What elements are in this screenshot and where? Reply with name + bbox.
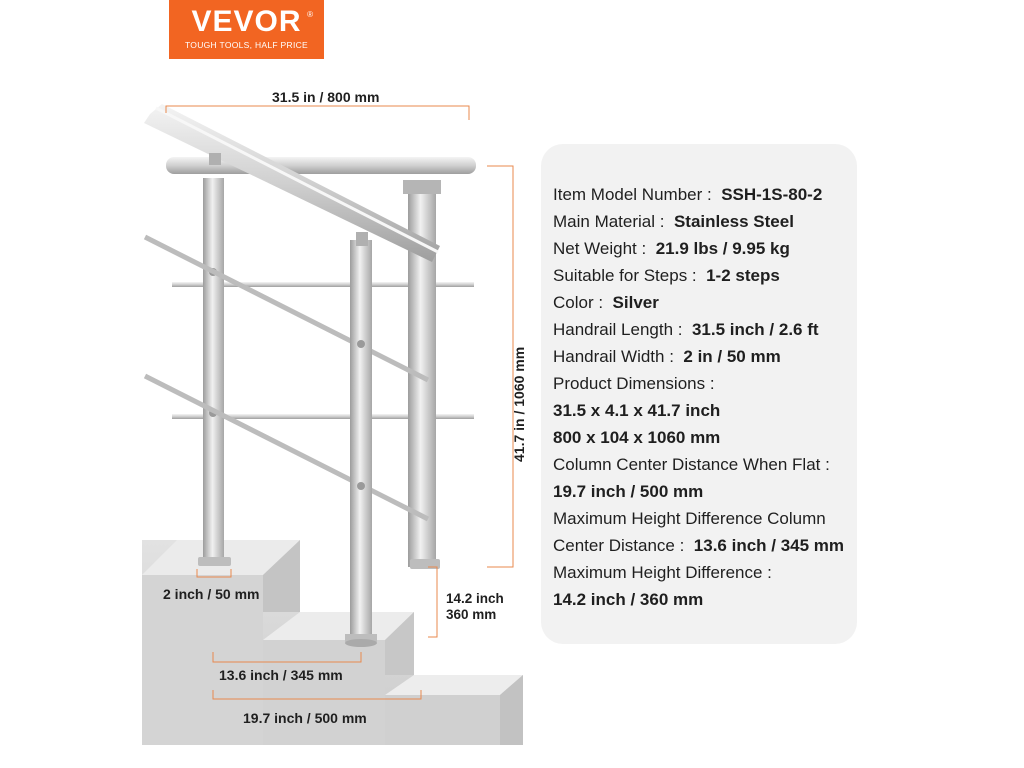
spec-height-diff-column-label: Maximum Height Difference Column [553,509,826,528]
step-height-label-line2: 360 mm [446,607,497,622]
spec-material: Main Material : Stainless Steel [553,212,794,231]
spec-net-weight: Net Weight : 21.9 lbs / 9.95 kg [553,239,790,258]
spec-dimensions-mm: 800 x 104 x 1060 mm [553,428,721,447]
sloped-rails [145,237,428,519]
spec-column-center-distance: Center Distance : 13.6 inch / 345 mm [553,536,845,555]
step-height-label-line1: 14.2 inch [446,591,504,606]
spec-height-diff-label: Maximum Height Difference : [553,563,772,582]
spec-model: Item Model Number : SSH-1S-80-2 [553,185,823,204]
spec-steps: Suitable for Steps : 1-2 steps [553,266,780,285]
base-width-label: 2 inch / 50 mm [163,586,260,602]
spec-handrail-length: Handrail Length : 31.5 inch / 2.6 ft [553,320,819,339]
middle-post [345,240,377,647]
spec-dimensions-inch: 31.5 x 4.1 x 41.7 inch [553,401,721,420]
spec-handrail-width: Handrail Width : 2 in / 50 mm [553,347,781,366]
logo-brand: VEVOR [191,5,302,38]
sloped-handrail [144,104,440,262]
column-distance-flat-label: 19.7 inch / 500 mm [243,710,367,726]
spec-column-flat-label: Column Center Distance When Flat : [553,455,830,474]
height-label: 41.7 in / 1060 mm [511,346,527,462]
left-post [198,178,231,566]
handrail-length-label: 31.5 in / 800 mm [272,89,380,105]
spec-dimensions-label: Product Dimensions : [553,374,715,393]
logo-registered-mark: ® [307,10,313,19]
column-distance-step-label: 13.6 inch / 345 mm [219,667,343,683]
spec-column-flat-value: 19.7 inch / 500 mm [553,482,704,501]
logo-tagline: TOUGH TOOLS, HALF PRICE [184,40,309,50]
spec-color: Color : Silver [553,293,659,312]
spec-height-diff-value: 14.2 inch / 360 mm [553,590,704,609]
